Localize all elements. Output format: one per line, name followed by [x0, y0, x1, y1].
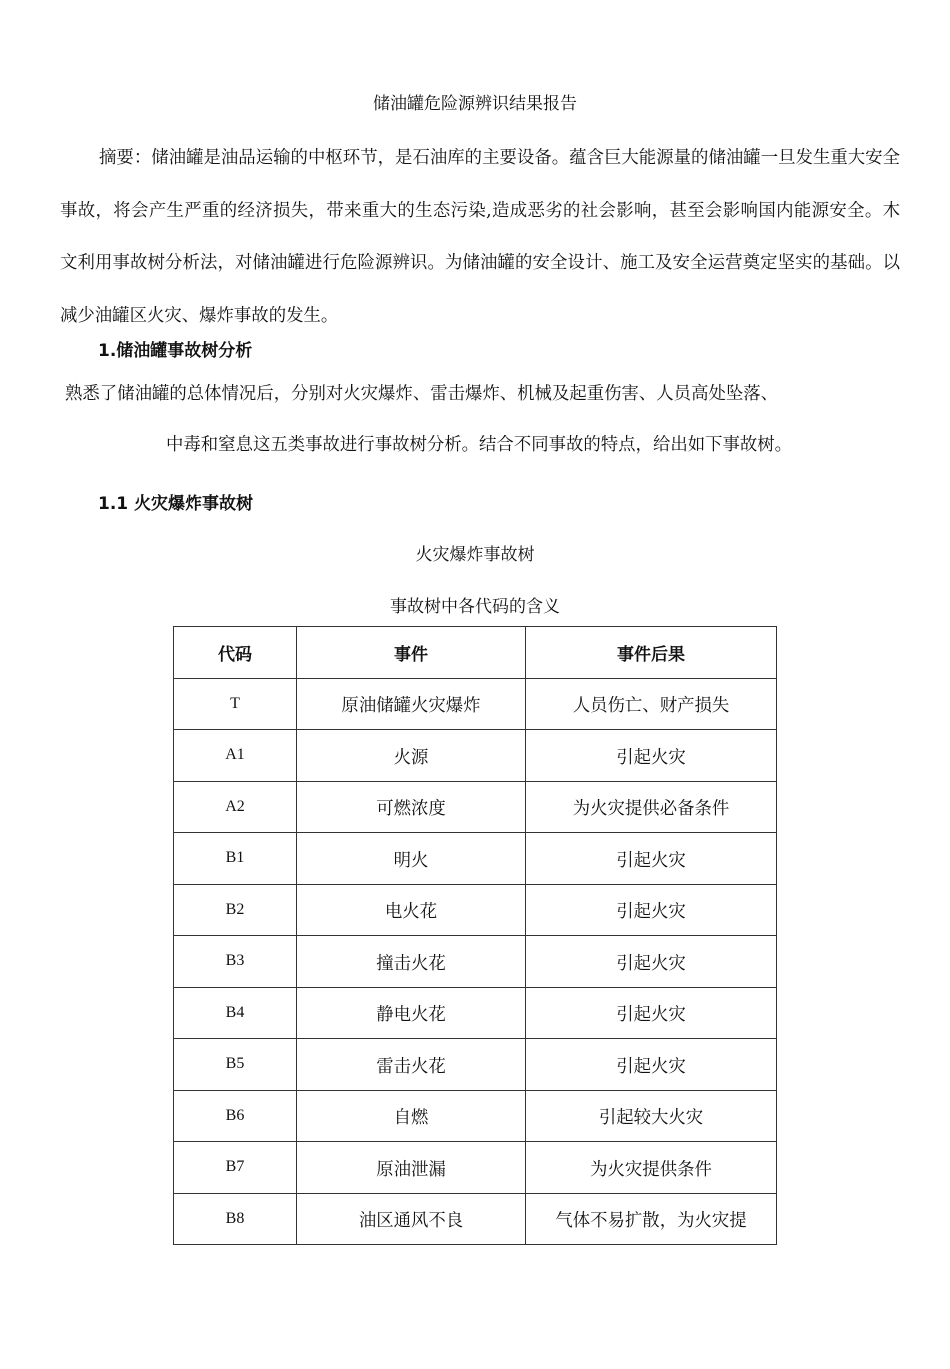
header-event: 事件 — [297, 627, 526, 679]
table-row — [174, 1193, 777, 1245]
cell-code: A1 — [174, 730, 297, 782]
table-row — [174, 1039, 777, 1091]
cell-code: B1 — [174, 833, 297, 885]
cell-event: 电火花 — [297, 884, 526, 936]
header-consequence: 事件后果 — [526, 627, 777, 679]
cell-code: B3 — [174, 936, 297, 988]
cell-consequence: 引起火灾 — [526, 987, 777, 1039]
header-code: 代码 — [174, 627, 297, 679]
table-row — [174, 781, 777, 833]
table-row — [174, 833, 777, 885]
table-header-row — [174, 627, 777, 679]
section-1-text-line-2: 中毒和窒息这五类事故进行事故树分析。结合不同事故的特点，给出如下事故树。 — [166, 435, 793, 455]
section-1-text-line-1: 熟悉了储油罐的总体情况后，分别对火灾爆炸、雷击爆炸、机械及起重伤害、人员高处坠落、 — [65, 384, 779, 404]
cell-event: 可燃浓度 — [297, 781, 526, 833]
cell-consequence: 为火灾提供必备条件 — [526, 781, 777, 833]
cell-code: B7 — [174, 1142, 297, 1194]
cell-code: A2 — [174, 781, 297, 833]
code-meaning-table — [173, 626, 777, 1245]
table-row — [174, 987, 777, 1039]
cell-code: T — [174, 678, 297, 730]
cell-code: B6 — [174, 1090, 297, 1142]
figure-title: 火灾爆炸事故树 — [415, 545, 535, 565]
cell-event: 原油储罐火灾爆炸 — [297, 678, 526, 730]
table-row — [174, 730, 777, 782]
cell-code: B4 — [174, 987, 297, 1039]
cell-event: 明火 — [297, 833, 526, 885]
cell-consequence: 引起火灾 — [526, 1039, 777, 1091]
table-row — [174, 884, 777, 936]
section-1-heading: 1.储油罐事故树分析 — [98, 341, 253, 361]
report-title: 储油罐危险源辨识结果报告 — [373, 94, 577, 114]
cell-event: 原油泄漏 — [297, 1142, 526, 1194]
cell-consequence: 为火灾提供条件 — [526, 1142, 777, 1194]
table-caption: 事故树中各代码的含义 — [390, 597, 560, 617]
cell-consequence: 引起较大火灾 — [526, 1090, 777, 1142]
table-row — [174, 1090, 777, 1142]
table-row — [174, 678, 777, 730]
cell-event: 雷击火花 — [297, 1039, 526, 1091]
cell-consequence: 引起火灾 — [526, 884, 777, 936]
cell-code: B2 — [174, 884, 297, 936]
cell-consequence: 引起火灾 — [526, 730, 777, 782]
abstract-paragraph: 摘要：储油罐是油品运输的中枢环节，是石油库的主要设备。蕴含巨大能源量的储油罐一旦发生重大安全事故，将会产生严重的经济损失，带来重大的生态污染,造成恶劣的社会影响，甚至会影响国内能源安全。木文利用事故树分析法，对储油罐进行危险源辨识。为储油罐的安全设计、施工及安全运营奠定坚实的基础。以减少油罐区火灾、爆炸事故的发生。 — [60, 148, 900, 326]
cell-event: 火源 — [297, 730, 526, 782]
cell-event: 撞击火花 — [297, 936, 526, 988]
table-row — [174, 1142, 777, 1194]
cell-consequence: 人员伤亡、财产损失 — [526, 678, 777, 730]
cell-event: 自燃 — [297, 1090, 526, 1142]
cell-code: B8 — [174, 1193, 297, 1245]
cell-code: B5 — [174, 1039, 297, 1091]
section-1-1-heading: 1.1 火灾爆炸事故树 — [98, 494, 254, 514]
table-row — [174, 936, 777, 988]
cell-consequence: 气体不易扩散，为火灾提 — [526, 1193, 777, 1245]
cell-consequence: 引起火灾 — [526, 936, 777, 988]
cell-event: 静电火花 — [297, 987, 526, 1039]
cell-event: 油区通风不良 — [297, 1193, 526, 1245]
cell-consequence: 引起火灾 — [526, 833, 777, 885]
